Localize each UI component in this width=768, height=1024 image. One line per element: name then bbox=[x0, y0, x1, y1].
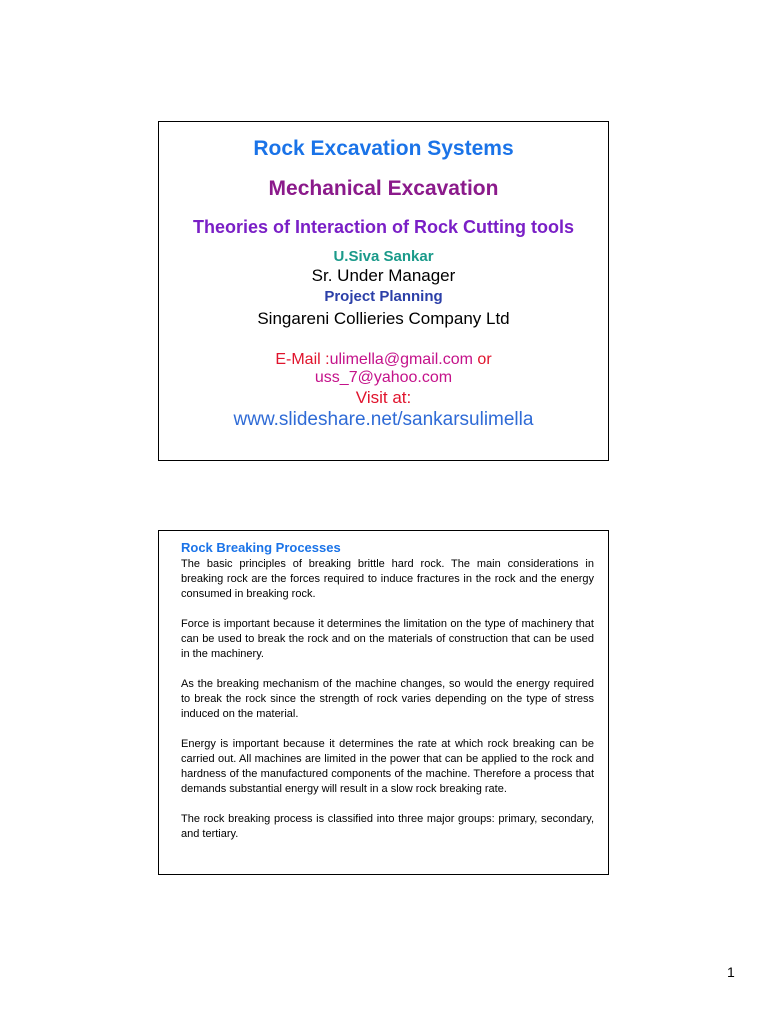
body-paragraph: As the breaking mechanism of the machine changes, so would the energy required to break the rock since the strength of rock varies depending on the type of stress induced on the material. bbox=[181, 678, 594, 720]
slideshare-link[interactable]: www.slideshare.net/sankarsulimella bbox=[233, 409, 534, 430]
body-paragraph: Force is important because it determines the limitation on the type of machinery that can be used to break the rock and on the materials of construction that can be used in the machinery. bbox=[181, 618, 594, 660]
email-line bbox=[159, 351, 608, 369]
presentation-title: Rock Excavation Systems bbox=[253, 137, 514, 160]
body-paragraph: The basic principles of breaking brittle hard rock. The main considerations in breaking rock are the forces required to induce fractures in the rock and the energy consumed in breaking rock. bbox=[181, 558, 594, 600]
author-company: Singareni Collieries Company Ltd bbox=[257, 309, 510, 328]
email-label: E-Mail : bbox=[275, 351, 330, 368]
page-number: 1 bbox=[727, 964, 735, 980]
email-link-secondary[interactable]: uss_7@yahoo.com bbox=[314, 369, 453, 386]
presentation-subtitle: Mechanical Excavation bbox=[268, 177, 499, 200]
author-role: Sr. Under Manager bbox=[311, 266, 456, 285]
section-body bbox=[181, 557, 594, 857]
body-paragraph: Energy is important because it determines the rate at which rock breaking can be carried out. All machines are limited in the power that can be applied to the rock and hardness of the manufactured components of the machine. Therefore a process that demands substantial energy will result in a slow rock breaking rate. bbox=[181, 738, 594, 795]
author-name: U.Siva Sankar bbox=[333, 248, 434, 265]
section-heading: Rock Breaking Processes bbox=[181, 540, 341, 555]
body-paragraph: The rock breaking process is classified into three major groups: primary, secondary, and tertiary. bbox=[181, 813, 594, 840]
visit-label: Visit at: bbox=[355, 388, 412, 407]
content-slide bbox=[158, 530, 609, 875]
author-department: Project Planning bbox=[324, 288, 443, 305]
email-link-primary[interactable]: ulimella@gmail.com bbox=[329, 351, 473, 368]
title-slide bbox=[158, 121, 609, 461]
presentation-topic: Theories of Interaction of Rock Cutting tools bbox=[192, 217, 574, 237]
email-or: or bbox=[472, 351, 492, 368]
